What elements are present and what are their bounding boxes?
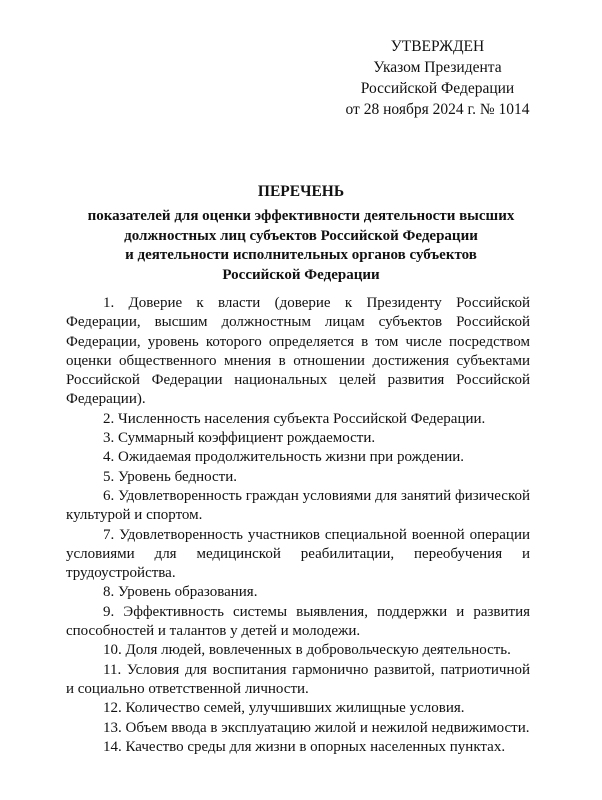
document-subtitle [40, 207, 562, 285]
subtitle-line: Российской Федерации [222, 266, 380, 283]
indicator-list [66, 294, 530, 757]
indicator-item: 1. Доверие к власти (доверие к Президенту Российской Федерации, высшим должностным лицам субъектов Российской Федерации, уровень которого определяется в том числе посредством оценки общественного мнения в отношении достижения субъектами Российской Федерации национальных целей развития Российской Федерации). [66, 295, 530, 408]
indicator-item: 14. Качество среды для жизни в опорных населенных пунктах. [103, 738, 506, 755]
subtitle-line: и деятельности исполнительных органов субъектов [125, 247, 477, 263]
approval-country: Российской Федерации [360, 80, 515, 97]
indicator-item: 11. Условия для воспитания гармонично развитой, патриотичной и социально ответственной личности. [66, 661, 530, 697]
approval-status: УТВЕРЖДЕН [390, 38, 485, 55]
indicator-item: 13. Объем ввода в эксплуатацию жилой и нежилой недвижимости. [103, 719, 530, 736]
approval-stamp [330, 36, 545, 120]
indicator-item: 6. Удовлетворенность граждан условиями для занятий физической культурой и спортом. [66, 487, 530, 524]
indicator-item: 7. Удовлетворенность участников специальной военной операции условиями для медицинской реабилитации, переобучения и трудоустройства. [66, 526, 530, 582]
approval-date-number: от 28 ноября 2024 г. № 1014 [345, 101, 530, 118]
indicator-item: 2. Численность населения субъекта Российской Федерации. [103, 410, 486, 427]
document-title: ПЕРЕЧЕНЬ [257, 183, 345, 200]
indicator-item: 10. Доля людей, вовлеченных в добровольческую деятельность. [103, 642, 511, 659]
indicator-item: 12. Количество семей, улучшивших жилищные условия. [103, 700, 465, 717]
indicator-item: 4. Ожидаемая продолжительность жизни при рождении. [103, 449, 465, 466]
indicator-item: 9. Эффективность системы выявления, поддержки и развития способностей и талантов у детей и молодежи. [66, 603, 530, 640]
indicator-item: 8. Уровень образования. [103, 584, 258, 601]
approval-decree: Указом Президента [373, 59, 502, 76]
subtitle-line: должностных лиц субъектов Российской Федерации [124, 227, 478, 244]
indicator-item: 5. Уровень бедности. [103, 468, 237, 485]
indicator-item: 3. Суммарный коэффициент рождаемости. [103, 430, 376, 447]
subtitle-line: показателей для оценки эффективности деятельности высших [87, 208, 515, 224]
